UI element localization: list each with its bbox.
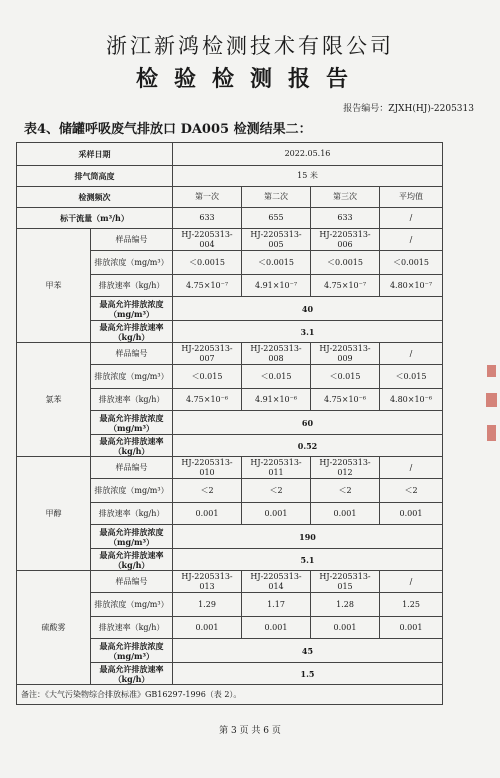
pollutant-name: 甲苯 [17, 229, 91, 343]
measurement-cell: HJ-2205313-009 [311, 343, 380, 365]
group-row [17, 229, 443, 251]
measurement-cell: 0.001 [242, 617, 311, 639]
row-label: 排放速率（kg/h） [91, 503, 173, 525]
measurement-cell: 4.91×10⁻⁷ [242, 275, 311, 297]
pollutant-name: 硫酸雾 [17, 571, 91, 685]
measurement-cell: HJ-2205313-006 [311, 229, 380, 251]
freq-header: 第二次 [242, 187, 311, 208]
flow-row [17, 208, 443, 229]
limit-value: 60 [173, 411, 443, 435]
group-row [17, 571, 443, 593]
flow-value: 655 [242, 208, 311, 229]
measurement-cell: HJ-2205313-010 [173, 457, 242, 479]
group-row [17, 457, 443, 479]
measurement-cell: HJ-2205313-012 [311, 457, 380, 479]
measurement-cell: 4.91×10⁻⁶ [242, 389, 311, 411]
measurement-cell: ＜0.0015 [380, 251, 443, 275]
measurement-cell: ＜2 [380, 479, 443, 503]
sampling-date-label: 采样日期 [17, 143, 173, 166]
measurement-cell: 0.001 [380, 617, 443, 639]
row-label: 最高允许排放速率（kg/h） [91, 321, 173, 343]
row-label: 最高允许排放速率（kg/h） [91, 549, 173, 571]
table-caption: 表4、储罐呼吸废气排放口 DA005 检测结果二： [24, 122, 312, 137]
freq-header: 第三次 [311, 187, 380, 208]
row-label: 最高允许排放浓度（mg/m³） [91, 525, 173, 549]
stamp-fragment [486, 365, 498, 455]
limit-value: 1.5 [173, 663, 443, 685]
measurement-cell: 4.80×10⁻⁷ [380, 275, 443, 297]
stack-height-label: 排气筒高度 [17, 166, 173, 187]
freq-header: 第一次 [173, 187, 242, 208]
measurement-cell: ＜0.015 [173, 365, 242, 389]
group-row [17, 343, 443, 365]
note-row [17, 685, 443, 705]
measurement-cell: 0.001 [311, 503, 380, 525]
measurement-cell: 4.75×10⁻⁷ [311, 275, 380, 297]
measurement-cell: ＜2 [173, 479, 242, 503]
measurement-cell: ＜0.0015 [311, 251, 380, 275]
row-label: 样品编号 [91, 457, 173, 479]
measurement-cell: 1.25 [380, 593, 443, 617]
measurement-cell: ＜0.015 [380, 365, 443, 389]
row-label: 排放速率（kg/h） [91, 275, 173, 297]
row-label: 最高允许排放浓度（mg/m³） [91, 297, 173, 321]
measurement-cell: HJ-2205313-008 [242, 343, 311, 365]
measurement-cell: 4.75×10⁻⁷ [173, 275, 242, 297]
measurement-cell: 0.001 [380, 503, 443, 525]
note-text: 备注：《大气污染物综合排放标准》GB16297-1996（表 2）。 [17, 685, 443, 705]
limit-value: 45 [173, 639, 443, 663]
row-label: 最高允许排放速率（kg/h） [91, 663, 173, 685]
report-number: 报告编号：ZJXH(HJ)-2205313 [343, 104, 474, 114]
measurement-cell: 1.17 [242, 593, 311, 617]
sampling-date-value: 2022.05.16 [173, 143, 443, 166]
row-label: 最高允许排放浓度（mg/m³） [91, 639, 173, 663]
freq-header: 平均值 [380, 187, 443, 208]
stack-height-row [17, 166, 443, 187]
flow-value: 633 [173, 208, 242, 229]
measurement-cell: HJ-2205313-015 [311, 571, 380, 593]
row-label: 排放速率（kg/h） [91, 389, 173, 411]
row-label: 排放浓度（mg/m³） [91, 593, 173, 617]
measurement-cell: HJ-2205313-011 [242, 457, 311, 479]
pollutant-name: 氯苯 [17, 343, 91, 457]
row-label: 最高允许排放浓度（mg/m³） [91, 411, 173, 435]
row-label: 排放浓度（mg/m³） [91, 251, 173, 275]
measurement-cell: 4.80×10⁻⁶ [380, 389, 443, 411]
results-table [16, 142, 443, 705]
frequency-row [17, 187, 443, 208]
row-label: 排放浓度（mg/m³） [91, 479, 173, 503]
limit-value: 0.52 [173, 435, 443, 457]
row-label: 排放浓度（mg/m³） [91, 365, 173, 389]
pollutant-name: 甲醇 [17, 457, 91, 571]
measurement-cell: 1.28 [311, 593, 380, 617]
measurement-cell: HJ-2205313-005 [242, 229, 311, 251]
measurement-cell: 0.001 [173, 617, 242, 639]
flow-value: 633 [311, 208, 380, 229]
row-label: 样品编号 [91, 229, 173, 251]
measurement-cell: ＜0.015 [242, 365, 311, 389]
row-label: 样品编号 [91, 343, 173, 365]
stack-height-value: 15 米 [173, 166, 443, 187]
measurement-cell: 1.29 [173, 593, 242, 617]
measurement-cell: / [380, 343, 443, 365]
measurement-cell: HJ-2205313-004 [173, 229, 242, 251]
measurement-cell: HJ-2205313-014 [242, 571, 311, 593]
company-name: 浙江新鸿检测技术有限公司 [106, 34, 394, 58]
row-label: 排放速率（kg/h） [91, 617, 173, 639]
measurement-cell: ＜0.015 [311, 365, 380, 389]
flow-value: / [380, 208, 443, 229]
limit-value: 190 [173, 525, 443, 549]
limit-value: 3.1 [173, 321, 443, 343]
measurement-cell: ＜2 [242, 479, 311, 503]
measurement-cell: HJ-2205313-013 [173, 571, 242, 593]
measurement-cell: 0.001 [173, 503, 242, 525]
measurement-cell: 0.001 [311, 617, 380, 639]
measurement-cell: 4.75×10⁻⁶ [311, 389, 380, 411]
sampling-date-row [17, 143, 443, 166]
flow-label: 标干流量（m³/h） [17, 208, 173, 229]
measurement-cell: 0.001 [242, 503, 311, 525]
row-label: 样品编号 [91, 571, 173, 593]
measurement-cell: / [380, 229, 443, 251]
measurement-cell: ＜2 [311, 479, 380, 503]
measurement-cell: HJ-2205313-007 [173, 343, 242, 365]
frequency-label: 检测频次 [17, 187, 173, 208]
report-title: 检验检测报告 [135, 66, 364, 92]
measurement-cell: ＜0.0015 [242, 251, 311, 275]
limit-value: 40 [173, 297, 443, 321]
limit-value: 5.1 [173, 549, 443, 571]
page-footer: 第 3 页 共 6 页 [219, 726, 281, 736]
measurement-cell: / [380, 571, 443, 593]
measurement-cell: ＜0.0015 [173, 251, 242, 275]
measurement-cell: 4.75×10⁻⁶ [173, 389, 242, 411]
row-label: 最高允许排放速率（kg/h） [91, 435, 173, 457]
measurement-cell: / [380, 457, 443, 479]
